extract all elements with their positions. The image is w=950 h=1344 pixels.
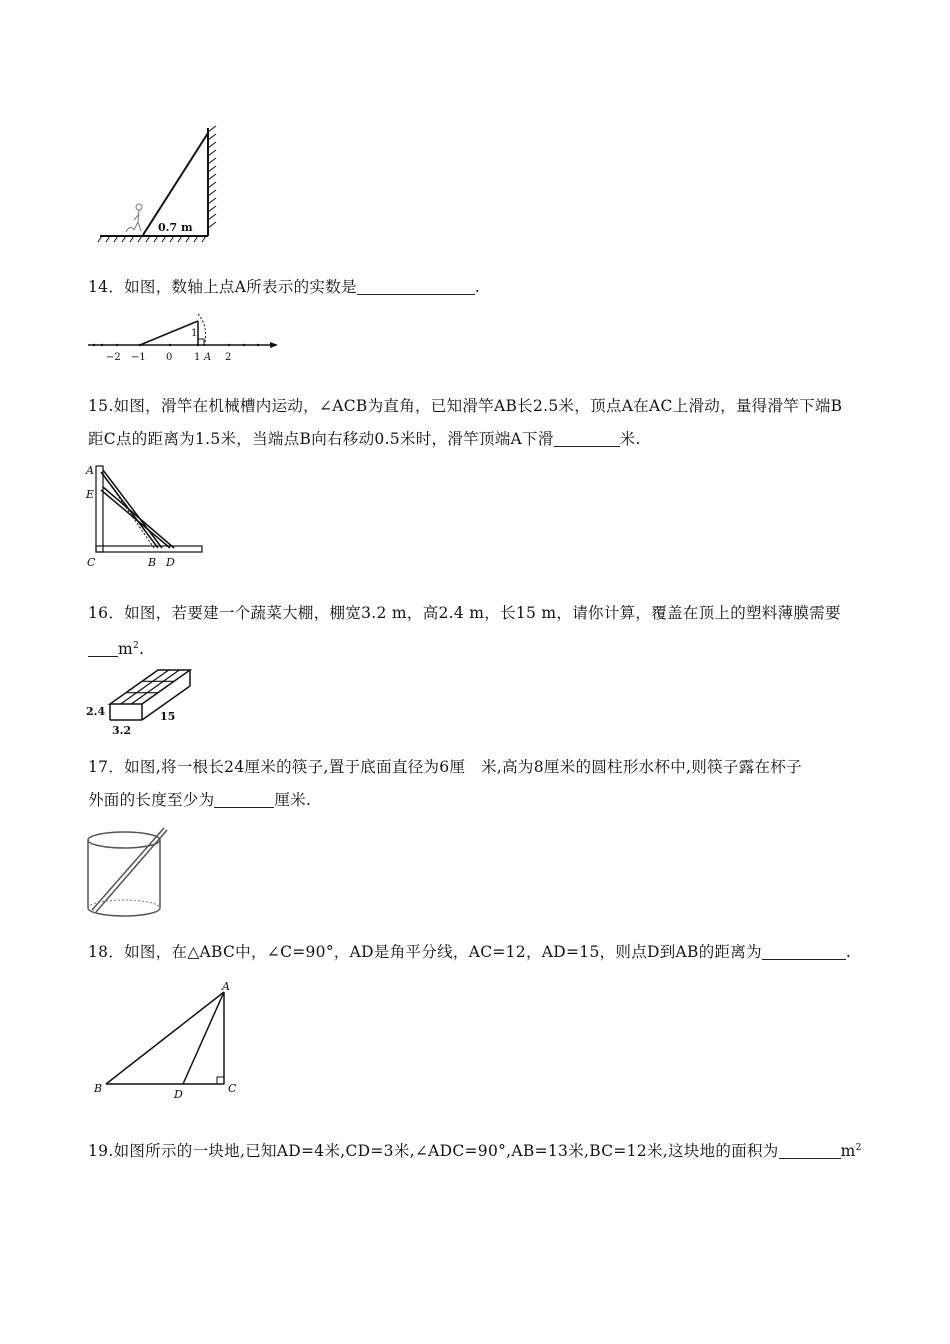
point-label: D (174, 1088, 183, 1101)
question-text: 外面的长度至少为 (88, 791, 215, 809)
sliding-rod-figure (84, 462, 209, 570)
question-19 (88, 1132, 866, 1168)
answer-blank[interactable] (554, 432, 620, 447)
answer-blank[interactable] (762, 945, 846, 960)
question-number: 15. (88, 397, 114, 415)
unit-label: m (840, 1142, 856, 1161)
length-label: 15 (160, 710, 176, 723)
question-text: 距C点的距离为1.5米，当端点B向右移动0.5米时，滑竿顶端A下滑 (88, 430, 554, 448)
answer-blank[interactable] (779, 1144, 841, 1159)
answer-blank[interactable] (357, 280, 475, 295)
point-label: C (228, 1082, 237, 1095)
question-number: 16． (88, 604, 125, 622)
question-end: 厘米. (274, 791, 312, 809)
question-18 (88, 936, 864, 969)
unit-superscript: 2 (133, 641, 140, 651)
question-14 (88, 271, 864, 304)
unit-label: m (118, 640, 133, 659)
question-text: 如图，在△ABC中，∠C=90°，AD是角平分线，AC=12，AD=15，则点D到AB的距离为 (124, 943, 762, 961)
height-mark-label: 1 (191, 328, 198, 339)
question-number: 14． (88, 278, 125, 296)
answer-blank[interactable] (88, 642, 118, 657)
question-end: 米. (619, 430, 641, 448)
point-label: D (166, 556, 175, 569)
number-line-figure (86, 308, 286, 366)
width-label: 3.2 (112, 724, 132, 737)
point-label: E (86, 488, 95, 501)
height-label: 2.4 (86, 705, 106, 718)
unit-superscript: 2 (855, 1143, 862, 1153)
tick-label: −1 (131, 352, 146, 363)
question-text: 如图，若要建一个蔬菜大棚，棚宽3.2 m，高2.4 m，长15 m，请你计算，覆盖在顶上的塑料薄膜需要 (124, 604, 841, 622)
cup-chopstick-figure (84, 826, 174, 920)
question-17 (88, 751, 864, 817)
tick-label: 1 (194, 352, 201, 363)
question-end: . (845, 943, 852, 961)
question-text: 如图，滑竿在机械槽内运动，∠ACB为直角，已知滑竿AB长2.5米，顶点A在AC上滑动，量得滑竿下端B (113, 397, 843, 415)
point-label: B (148, 556, 157, 569)
question-end: . (474, 278, 481, 296)
question-number: 19. (88, 1142, 114, 1161)
question-16 (88, 597, 864, 666)
greenhouse-figure (86, 668, 196, 738)
question-text: 如图，数轴上点A所表示的实数是 (124, 278, 357, 296)
tick-label: 2 (225, 352, 232, 363)
ladder-wall-figure (96, 124, 221, 242)
question-text: 如图,将一根长24厘米的筷子,置于底面直径为6厘 米,高为8厘米的圆柱形水杯中,则筷子露在杯子 (124, 758, 802, 776)
answer-blank[interactable] (214, 793, 274, 808)
point-label: A (86, 464, 94, 477)
question-number: 17． (88, 758, 125, 776)
question-number: 18． (88, 943, 125, 961)
tick-label: −2 (106, 352, 121, 363)
point-label: A (222, 980, 230, 993)
ladder-distance-label: 0.7 m (158, 221, 193, 234)
point-a-label: A (204, 352, 212, 363)
question-15 (88, 390, 864, 456)
point-label: B (94, 1082, 103, 1095)
question-end: . (139, 640, 145, 659)
triangle-abc-figure (92, 980, 252, 1100)
question-text: 如图所示的一块地,已知AD=4米,CD=3米,∠ADC=90°,AB=13米,BC=12米,这块地的面积为 (113, 1142, 779, 1161)
tick-label: 0 (166, 352, 173, 363)
point-label: C (87, 556, 96, 569)
